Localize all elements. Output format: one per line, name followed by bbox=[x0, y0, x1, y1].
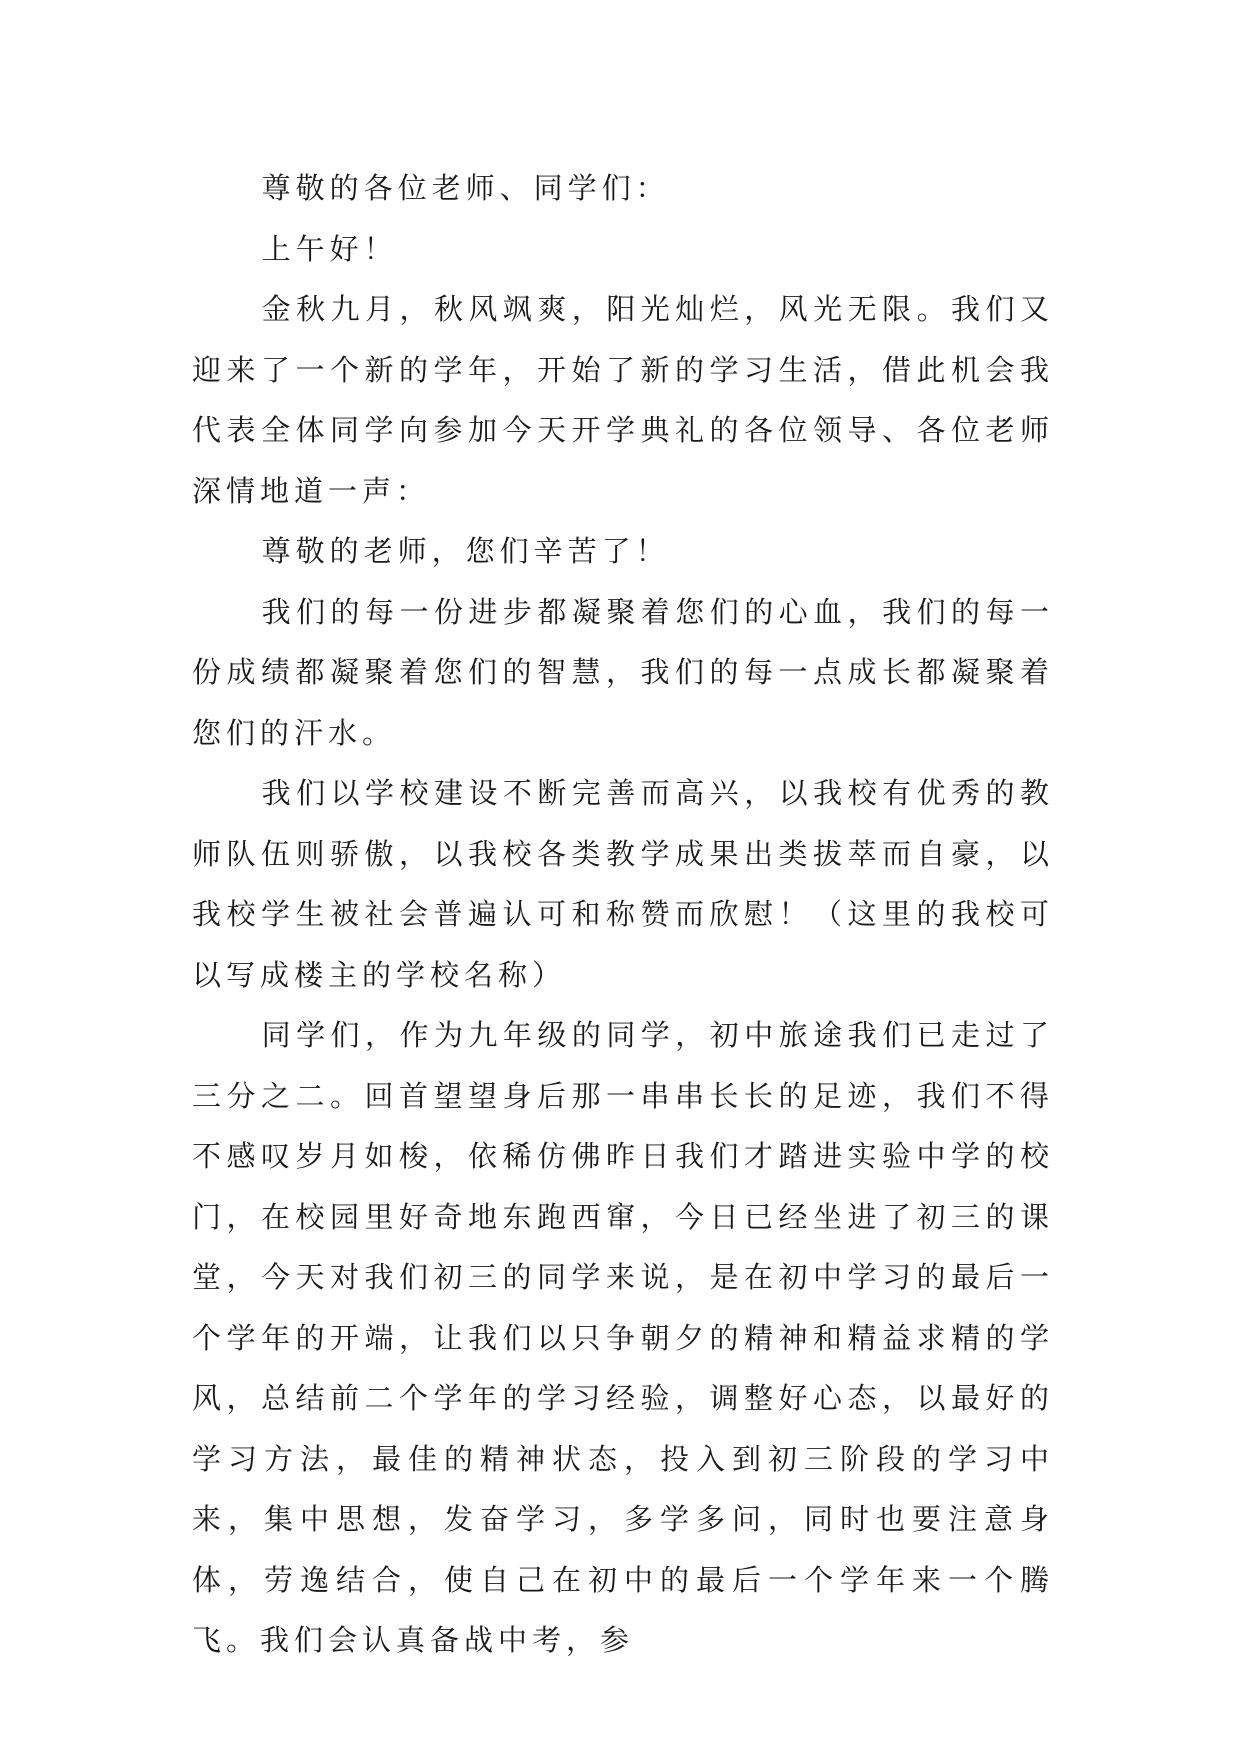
paragraph-thanks: 尊敬的老师，您们辛苦了！ bbox=[261, 534, 670, 568]
paragraph-greeting: 上午好！ bbox=[261, 231, 398, 266]
paragraph-ninth-grade: 同学们，作为九年级的同学，初中旅途我们已走过了三分之二。回首望望身后那一串串长长的足迹，我们不得不感叹岁月如梭，依稀仿佛昨日我们才踏进实验中学的校门，在校园里好奇地东跑西窜，今日已经坐进了初三的课堂，今天对我们初三的同学来说，是在初中学习的最后一个学年的开端，让我们以只争朝夕的精神和精益求精的学风，总结前二个学年的学习经验，调整好心态，以最好的学习方法，最佳的精神状态，投入到初三阶段的学习中来，集中思想，发奋学习，多学多问，同时也要注意身体，劳逸结合，使自己在初中的最后一个学年来一个腾飞。我们会认真备战中考，参 bbox=[192, 1018, 1054, 1657]
paragraph-school-pride: 我们以学校建设不断完善而高兴，以我校有优秀的教师队伍则骄傲，以我校各类教学成果出类拔萃而自豪，以我校学生被社会普遍认可和称赞而欣慰！（这里的我校可以写成楼主的学校名称） bbox=[192, 776, 1054, 992]
paragraph-gratitude: 我们的每一份进步都凝聚着您们的心血，我们的每一份成绩都凝聚着您们的智慧，我们的每一点成长都凝聚着您们的汗水。 bbox=[192, 594, 1054, 750]
paragraph-opening: 金秋九月，秋风飒爽，阳光灿烂，风光无限。我们又迎来了一个新的学年，开始了新的学习生活，借此机会我代表全体同学向参加今天开学典礼的各位领导、各位老师深情地道一声： bbox=[192, 292, 1054, 508]
document-body bbox=[192, 158, 1054, 1671]
paragraph-salutation: 尊敬的各位老师、同学们： bbox=[261, 171, 670, 205]
